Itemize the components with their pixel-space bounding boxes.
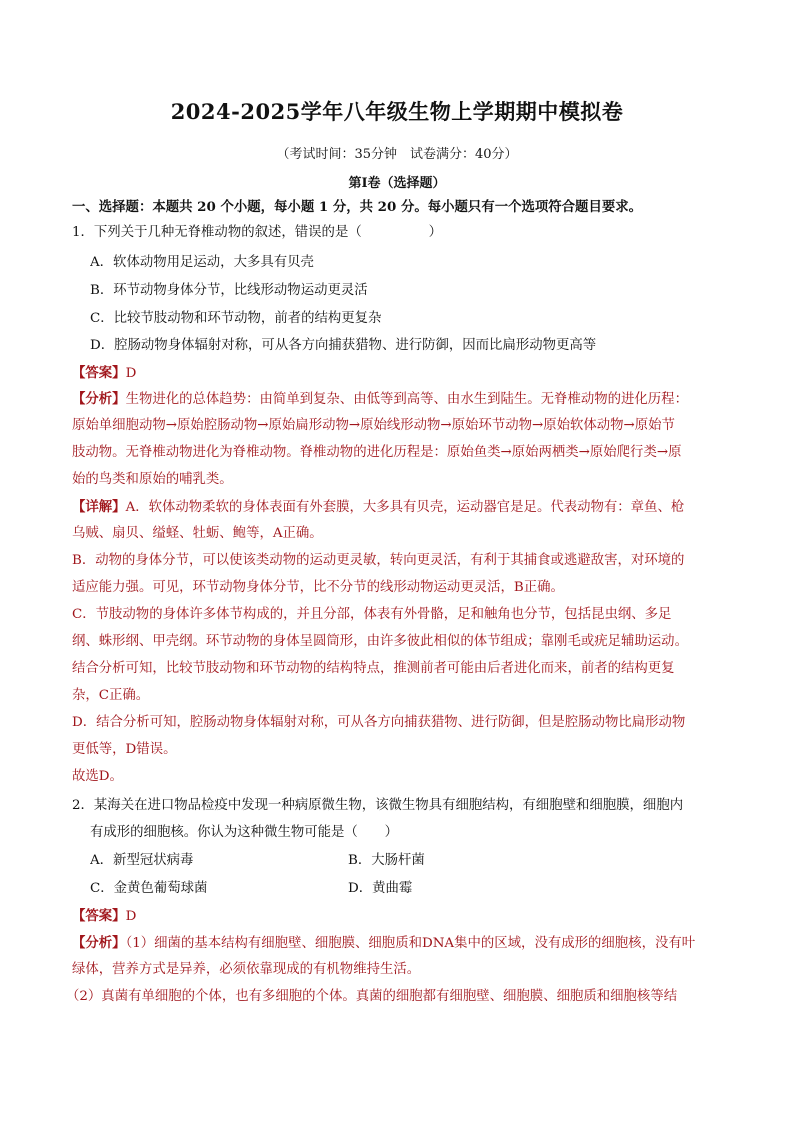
volume-heading: 第Ⅰ卷（选择题） — [348, 176, 446, 191]
question-1-analysis-line — [72, 390, 722, 409]
analysis-text: （1）细菌的基本结构有细胞壁、细胞膜、细胞质和DNA集中的区域，没有成形的细胞核，没有叶 — [125, 936, 696, 951]
page-title: 2024-2025学年八年级生物上学期期中模拟卷 — [170, 99, 624, 124]
question-2-answer — [72, 907, 722, 926]
question-2-stem: 有成形的细胞核。你认为这种微生物可能是（ ） — [90, 825, 398, 840]
answer-tag: 【答案】 — [72, 365, 126, 381]
analysis-tag: 【分析】 — [72, 391, 126, 407]
question-2-option-a: A．新型冠状病毒 — [90, 853, 194, 868]
answer-tag: 【答案】 — [72, 908, 126, 924]
question-2-analysis-line — [72, 934, 722, 953]
question-1-stem: 1．下列关于几种无脊椎动物的叙述，错误的是（ ） — [72, 225, 443, 240]
detail-tag: 【详解】 — [72, 499, 126, 515]
question-2-option-d: D．黄曲霉 — [348, 881, 413, 896]
question-1-detail-line: 纲、蛛形纲、甲壳纲。环节动物的身体呈圆筒形，由许多彼此相似的体节组成；靠刚毛或疣足辅助运动。 — [72, 634, 688, 649]
question-1-option-d: D．腔肠动物身体辐射对称，可从各方向捕获猎物、进行防御，因而比扁形动物更高等 — [90, 338, 597, 353]
question-2-option-c: C．金黄色葡萄球菌 — [90, 881, 208, 896]
question-1-detail-line: D．结合分析可知，腔肠动物身体辐射对称，可从各方向捕获猎物、进行防御，但是腔肠动物比扁形动物 — [72, 715, 686, 730]
detail-text: A．软体动物柔软的身体表面有外套膜，大多具有贝壳，运动器官是足。代表动物有：章鱼、枪 — [125, 500, 685, 515]
question-1-detail-line: B．动物的身体分节，可以使该类动物的运动更灵敏，转向更灵活，有利于其捕食或逃避敌害，对环境的 — [72, 553, 685, 568]
question-1-analysis-line: 肢动物。无脊椎动物进化为脊椎动物。脊椎动物的进化历程是：原始鱼类→原始两栖类→原始爬行类→原 — [72, 445, 682, 460]
question-1-detail-line: C．节肢动物的身体许多体节构成的，并且分部，体表有外骨骼，足和触角也分节，包括昆虫纲、多足 — [72, 607, 672, 622]
question-1-option-a: A．软体动物用足运动，大多具有贝壳 — [90, 255, 314, 270]
question-1-detail-line: 更低等，D错误。 — [72, 742, 177, 757]
question-1-detail-line: 结合分析可知，比较节肢动物和环节动物的结构特点，推测前者可能由后者进化而来，前者的结构更复 — [72, 661, 675, 676]
section-heading: 一、选择题：本题共 20 个小题，每小题 1 分，共 20 分。每小题只有一个选项符合题目要求。 — [72, 199, 643, 215]
question-1-detail-line: 乌贼、扇贝、缢蛏、牡蛎、鲍等，A正确。 — [72, 526, 323, 541]
question-1-conclusion: 故选D。 — [72, 769, 123, 784]
exam-info: （考试时间：35分钟 试卷满分：40分） — [276, 147, 518, 162]
analysis-text: 生物进化的总体趋势：由简单到复杂、由低等到高等、由水生到陆生。无脊椎动物的进化历程： — [125, 392, 688, 407]
question-2-stem: 2．某海关在进口物品检疫中发现一种病原微生物，该微生物具有细胞结构，有细胞壁和细胞膜，细胞内 — [72, 798, 684, 813]
question-1-answer — [72, 364, 722, 383]
question-1-detail-line: 适应能力强。可见，环节动物身体分节，比不分节的线形动物运动更灵活，B正确。 — [72, 580, 564, 595]
analysis-tag: 【分析】 — [72, 935, 126, 951]
question-2-analysis-line: （2）真菌有单细胞的个体，也有多细胞的个体。真菌的细胞都有细胞壁、细胞膜、细胞质和细胞核等结 — [66, 989, 678, 1004]
question-1-option-c: C．比较节肢动物和环节动物，前者的结构更复杂 — [90, 311, 382, 326]
answer-value: D — [125, 909, 137, 924]
answer-value: D — [125, 366, 137, 381]
question-1-detail-line: 杂，C正确。 — [72, 688, 150, 703]
question-1-detail-line — [72, 498, 722, 517]
question-2-option-b: B．大肠杆菌 — [348, 853, 425, 868]
question-1-analysis-line: 始的鸟类和原始的哺乳类。 — [72, 472, 233, 487]
question-1-option-b: B．环节动物身体分节，比线形动物运动更灵活 — [90, 283, 368, 298]
question-2-analysis-line: 绿体，营养方式是异养，必须依靠现成的有机物维持生活。 — [72, 962, 421, 977]
question-1-analysis-line: 原始单细胞动物→原始腔肠动物→原始扁形动物→原始线形动物→原始环节动物→原始软体动物→原始节 — [72, 418, 675, 433]
